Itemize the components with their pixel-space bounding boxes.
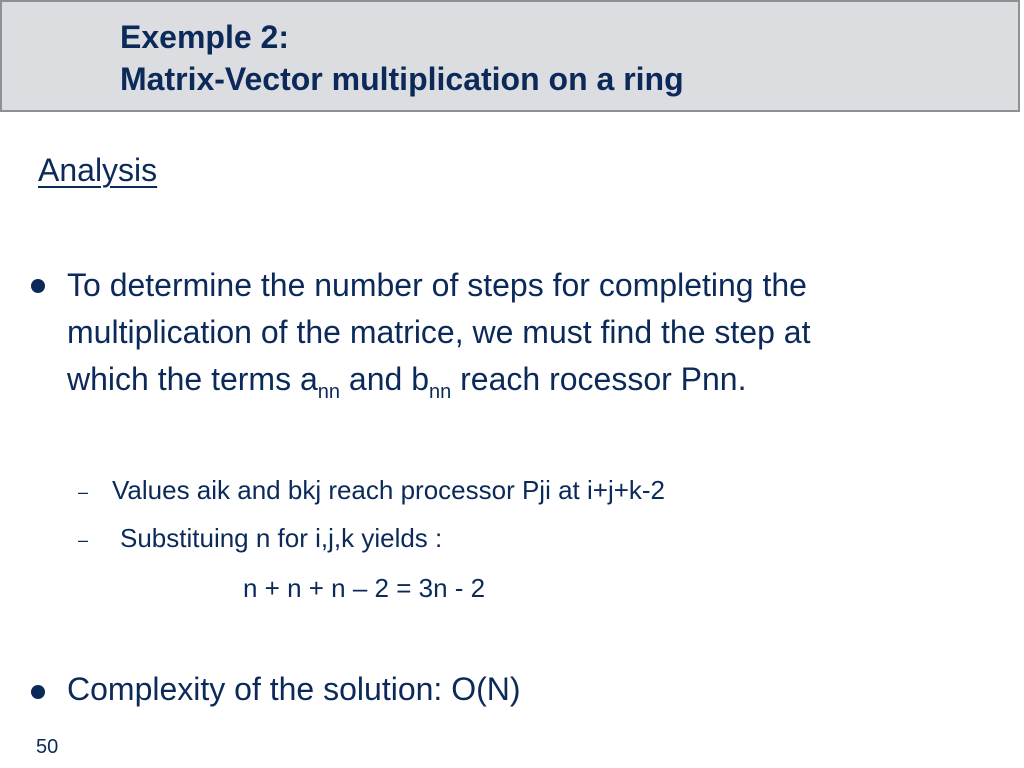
sub-item-2-text: Substituing n for i,j,k yields : [120,523,443,553]
bullet-1-line-1: To determine the number of steps for completing the [67,267,807,303]
bullet-1-line-2: multiplication of the matrice, we must find the step at [67,314,811,350]
title-box [0,0,1020,112]
bullet-2-text: Complexity of the solution: O(N) [67,671,521,707]
bullet-1-line-3-part-1: which the terms a [67,361,318,397]
bullet-1-line-3-part-2: and b [340,361,429,397]
subscript-nn-b: nn [428,381,452,403]
slide-title-line-2: Matrix-Vector multiplication on a ring [120,61,684,97]
bullet-1-line-3-part-3: reach rocessor Pnn. [451,361,747,397]
slide-title-line-1: Exemple 2: [120,19,289,55]
sub-item-1-dash-icon: – [78,482,89,502]
page-number: 50 [36,736,59,758]
bullet-dot-icon [31,279,45,293]
subscript-nn-a: nn [317,381,341,403]
bullet-dot-icon [31,685,45,699]
bullet-1-line-3 [67,356,1007,403]
section-heading-analysis: Analysis [38,152,158,188]
formula: n + n + n – 2 = 3n - 2 [243,573,486,603]
bullet-1-text [67,262,1007,403]
sub-item-1-text: Values aik and bkj reach processor Pji at i+j+k-2 [112,475,666,505]
sub-item-2-dash-icon: – [78,530,89,550]
